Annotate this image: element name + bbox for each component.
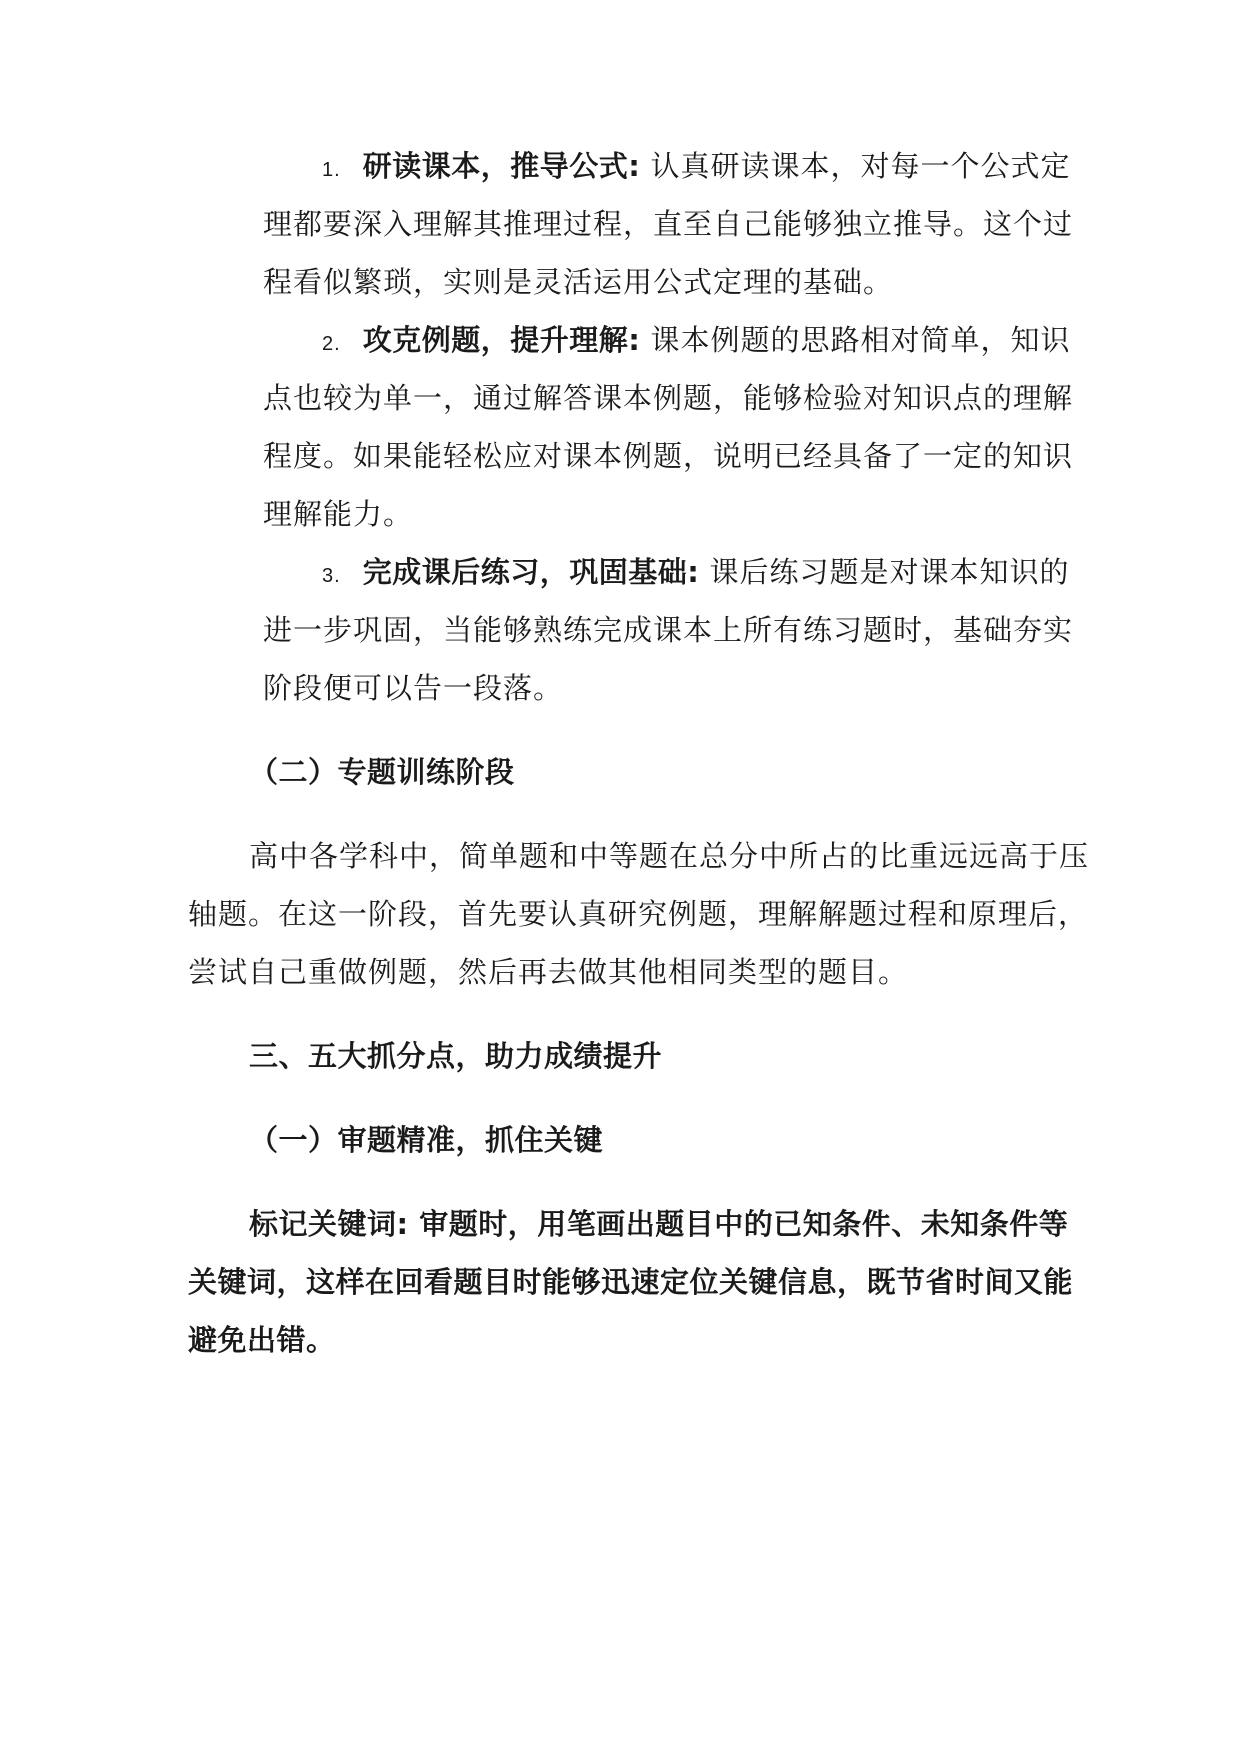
list-item-2-line-4: 理解能力。 xyxy=(263,497,414,531)
title-colon: : xyxy=(628,149,641,183)
keyword-para-line-2: 关键词，这样在回看题目时能够迅速定位关键信息，既节省时间又能 xyxy=(188,1265,1074,1299)
list-item-2-line-3: 程度。如果能轻松应对课本例题，说明已经具备了一定的知识 xyxy=(263,439,1074,473)
list-item-title: 研读课本，推导公式 xyxy=(362,149,629,183)
list-item-1-line-2: 理都要深入理解其推理过程，直至自己能够独立推导。这个过 xyxy=(263,207,1074,241)
list-item-1-first-line xyxy=(322,146,1071,190)
section-heading-2: （二）专题训练阶段 xyxy=(249,755,515,789)
keyword-para-line-1: 标记关键词: 审题时，用笔画出题目中的已知条件、未知条件等 xyxy=(249,1207,1069,1241)
list-number: 2. xyxy=(322,333,341,355)
list-number: 3. xyxy=(322,565,341,587)
section-2-para-line-1: 高中各学科中，简单题和中等题在总分中所占的比重远远高于压 xyxy=(249,839,1090,873)
list-item-2-first-line xyxy=(322,320,1071,364)
list-item-3-line-3: 阶段便可以告一段落。 xyxy=(263,671,564,705)
list-item-title: 攻克例题，提升理解 xyxy=(362,323,629,357)
section-2-para-line-2: 轴题。在这一阶段，首先要认真研究例题，理解解题过程和原理后， xyxy=(188,897,1089,931)
title-colon: : xyxy=(628,323,641,357)
list-item-text: 课后练习题是对课本知识的 xyxy=(709,555,1070,589)
section-2-para-line-3: 尝试自己重做例题，然后再去做其他相同类型的题目。 xyxy=(188,955,909,989)
title-colon: : xyxy=(687,555,700,589)
list-item-1-line-3: 程看似繁琐，实则是灵活运用公式定理的基础。 xyxy=(263,265,894,299)
sub-heading-1: （一）审题精准，抓住关键 xyxy=(249,1123,604,1157)
part-heading-3: 三、五大抓分点，助力成绩提升 xyxy=(249,1039,663,1073)
list-item-text: 课本例题的思路相对简单，知识 xyxy=(650,323,1071,357)
list-item-3-line-2: 进一步巩固，当能够熟练完成课本上所有练习题时，基础夯实 xyxy=(263,613,1074,647)
keyword-para-line-3: 避免出错。 xyxy=(188,1323,336,1357)
list-item-title: 完成课后练习，巩固基础 xyxy=(362,555,688,589)
list-item-text: 认真研读课本，对每一个公式定 xyxy=(650,149,1071,183)
list-number: 1. xyxy=(322,159,341,181)
list-item-2-line-2: 点也较为单一，通过解答课本例题，能够检验对知识点的理解 xyxy=(263,381,1074,415)
list-item-3-first-line xyxy=(322,552,1070,596)
